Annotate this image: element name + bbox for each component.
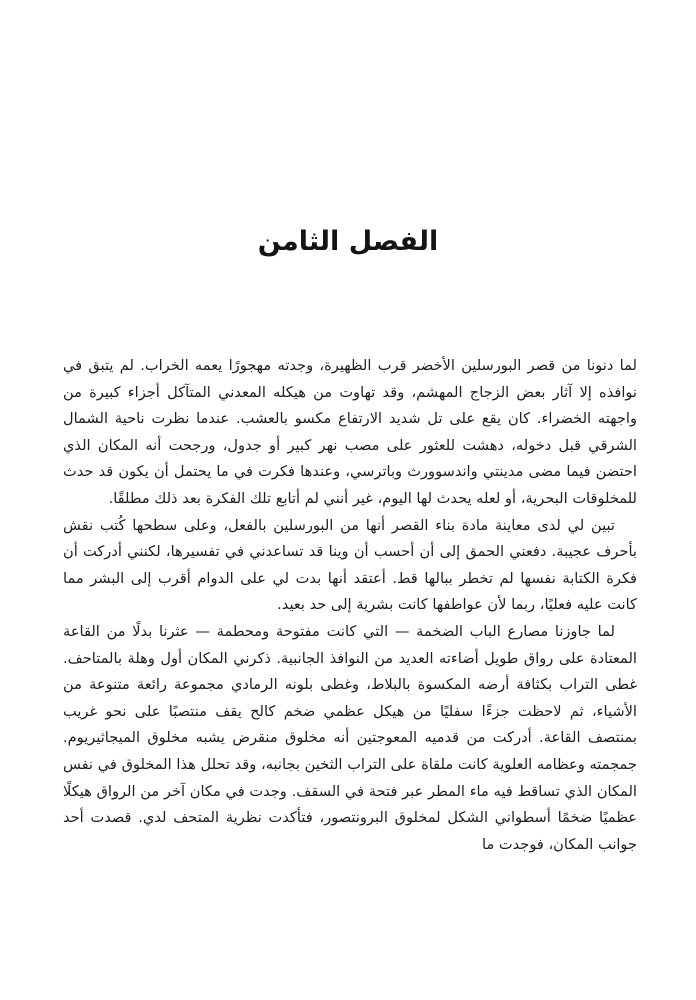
- chapter-body: [63, 353, 637, 858]
- paragraph-2: تبين لي لدى معاينة مادة بناء القصر أنها من البورسلين بالفعل، وعلى سطحها كُتب نقش بأحرف عجيبة. دفعني الحمق إلى أن أحسب أن وينا قد تساعدني في تفسيرها، لكنني أدركت أن فكرة الكتابة نفسها لم تخطر ببالها قط. أعتقد أنها بدت لي على الدوام أقرب إلى البشر مما كانت عليه فعليًا، ربما لأن عواطفها كانت بشرية إلى حد بعيد.: [63, 516, 637, 614]
- paragraph-3: لما جاوزنا مصارع الباب الضخمة — التي كانت مفتوحة ومحطمة — عثرنا بدلًا من القاعة المعتادة على رواق طويل أضاءته العديد من النوافذ الجانبية. ذكرني المكان أول وهلة بالمتاحف. غطى التراب بكثافة أرضه المكسوة بالبلاط، وغطى بلونه الرمادي مجموعة رائعة متنوعة من الأشياء، ثم لاحظت جزءًا سفليًا من هيكل عظمي ضخم كالح يقف منتصبًا على نحو غريب بمنتصف القاعة. أدركت من قدميه المعوجتين أنه مخلوق منقرض يشبه مخلوق الميجاثيريوم. جمجمته وعظامه العلوية كانت ملقاة على التراب الثخين بجانبه، وقد تحلل هذا المخلوق في نفس المكان الذي تساقط فيه ماء المطر عبر فتحة في السقف. وجدت في مكان آخر من الرواق هيكلًا عظميًا ضخمًا أسطواني الشكل لمخلوق البرونتصور، فتأكدت نظرية المتحف لدي. قصدت أحد جوانب المكان، فوجدت ما: [63, 622, 637, 853]
- chapter-title: الفصل الثامن: [257, 226, 439, 257]
- paragraph-1: لما دنونا من قصر البورسلين الأخضر قرب الظهيرة، وجدته مهجورًا يعمه الخراب. لم يتبق في نوافذه إلا آثار بعض الزجاج المهشم، وقد تهاوت من هيكله المعدني المتآكل أجزاء كبيرة من واجهته الخضراء. كان يقع على تل شديد الارتفاع مكسو بالعشب. عندما نظرت ناحية الشمال الشرقي قبل دخوله، دهشت للعثور على مصب نهر كبير أو جدول، ورجحت أنه المكان الذي احتضن فيما مضى مدينتي واندسوورث وباترسي، وعندها فكرت في ما يحتمل أن يكون قد حدث للمخلوقات البحرية، أو لعله يحدث لها اليوم، غير أنني لم أتابع تلك الفكرة بعد ذلك مطلقًا.: [63, 357, 637, 507]
